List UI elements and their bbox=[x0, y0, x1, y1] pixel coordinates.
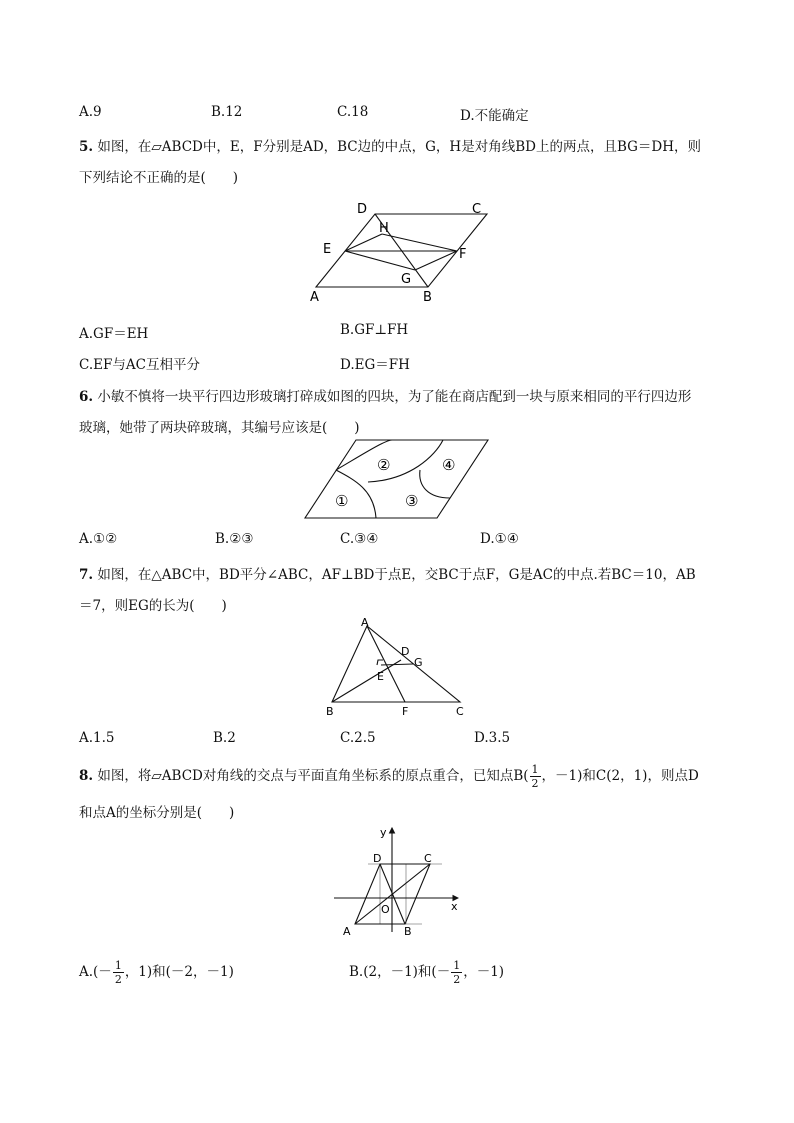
q8-option-a-part2: ，1)和(－2，－1) bbox=[124, 964, 234, 980]
q8-label-d: D bbox=[373, 852, 382, 865]
q6-option-a: A.①② bbox=[79, 531, 118, 547]
q6-broken-glass-figure bbox=[300, 436, 494, 522]
q7-option-d: D.3.5 bbox=[474, 730, 511, 746]
q7-label-d: D bbox=[401, 645, 410, 658]
q8-text-line1b: ，－1)和C(2，1)，则点D bbox=[541, 768, 699, 784]
q8-number: 8. bbox=[79, 768, 94, 784]
q4-option-a: A.9 bbox=[79, 104, 102, 120]
q8-text-line1a: 如图，将▱ABCD对角线的交点与平面直角坐标系的原点重合，已知点B( bbox=[97, 768, 529, 784]
q8-label-b: B bbox=[404, 925, 412, 938]
q5-option-b: B.GF⊥FH bbox=[340, 322, 409, 338]
q5-label-b: B bbox=[423, 290, 432, 305]
q8-option-b-part1: B.(2，－1)和(－ bbox=[349, 964, 451, 980]
q5-stem-line2: 下列结论不正确的是( ) bbox=[79, 170, 239, 186]
q8-frac-numerator: 1 bbox=[531, 763, 539, 776]
q6-text-line1: 小敏不慎将一块平行四边形玻璃打碎成如图的四块，为了能在商店配到一块与原来相同的平行四边形 bbox=[97, 389, 692, 405]
q6-piece-1: ① bbox=[335, 492, 349, 510]
q8-option-a-part1: A.(－ bbox=[79, 964, 112, 980]
q5-label-f: F bbox=[459, 247, 467, 262]
q4-option-d: D.不能确定 bbox=[460, 108, 529, 124]
q7-label-g: G bbox=[414, 656, 423, 669]
q8-frac-denominator: 2 bbox=[531, 777, 539, 790]
q5-option-c: C.EF与AC互相平分 bbox=[79, 357, 200, 373]
q6-stem-line2: 玻璃，她带了两块碎玻璃，其编号应该是( ) bbox=[79, 420, 360, 436]
q5-option-a: A.GF＝EH bbox=[79, 326, 149, 342]
q6-option-c: C.③④ bbox=[340, 531, 379, 547]
q8-label-o: O bbox=[381, 903, 390, 916]
q8-option-b-fraction bbox=[451, 960, 462, 985]
q8-option-a bbox=[79, 960, 234, 985]
q6-stem-line1 bbox=[79, 385, 691, 405]
q7-stem-line2: ＝7，则EG的长为( ) bbox=[79, 598, 227, 614]
q7-label-f: F bbox=[402, 705, 409, 718]
q6-number: 6. bbox=[79, 389, 94, 405]
q8-option-b bbox=[349, 960, 504, 985]
q5-option-d: D.EG＝FH bbox=[340, 357, 410, 373]
q5-number: 5. bbox=[79, 139, 94, 155]
q7-option-c: C.2.5 bbox=[340, 730, 376, 746]
q5-label-h: H bbox=[379, 221, 389, 236]
q4-option-b: B.12 bbox=[211, 104, 243, 120]
q6-piece-3: ③ bbox=[405, 492, 419, 510]
q6-piece-4: ④ bbox=[442, 456, 456, 474]
q5-label-c: C bbox=[472, 202, 482, 217]
q7-label-a: A bbox=[361, 616, 369, 629]
q8-coordinate-figure bbox=[328, 822, 464, 940]
q8-stem-line2: 和点A的坐标分别是( ) bbox=[79, 805, 235, 821]
q5-label-a: A bbox=[310, 290, 319, 305]
q8-option-a-frac-num: 1 bbox=[114, 959, 122, 972]
q8-stem-line1 bbox=[79, 764, 699, 789]
q7-option-a: A.1.5 bbox=[79, 730, 115, 746]
q7-triangle-figure bbox=[320, 614, 476, 720]
q8-label-y: y bbox=[380, 826, 387, 839]
q8-option-b-part2: ，－1) bbox=[463, 964, 505, 980]
q8-label-a: A bbox=[343, 925, 351, 938]
q5-parallelogram-figure bbox=[300, 196, 500, 308]
q5-text-line1: 如图，在▱ABCD中，E，F分别是AD，BC边的中点，G，H是对角线BD上的两点，且BG＝DH，则 bbox=[97, 139, 701, 155]
q7-number: 7. bbox=[79, 567, 94, 583]
q7-stem-line1 bbox=[79, 563, 696, 583]
q7-label-b: B bbox=[326, 705, 334, 718]
q5-label-g: G bbox=[401, 272, 412, 287]
q5-stem-line1 bbox=[79, 135, 701, 155]
q5-label-e: E bbox=[323, 242, 332, 257]
q7-label-c: C bbox=[456, 705, 464, 718]
q8-option-b-frac-num: 1 bbox=[453, 959, 461, 972]
q6-option-b: B.②③ bbox=[215, 531, 254, 547]
q8-option-b-frac-den: 2 bbox=[453, 973, 461, 986]
q8-option-a-fraction bbox=[113, 960, 124, 985]
q7-option-b: B.2 bbox=[213, 730, 236, 746]
q8-fraction-half bbox=[530, 764, 541, 789]
q5-label-d: D bbox=[357, 202, 368, 217]
q6-option-d: D.①④ bbox=[480, 531, 519, 547]
q7-text-line1: 如图，在△ABC中，BD平分∠ABC，AF⊥BD于点E，交BC于点F，G是AC的中点.若BC＝10，AB bbox=[97, 567, 696, 583]
q8-label-x: x bbox=[451, 900, 458, 913]
q8-label-c: C bbox=[424, 852, 432, 865]
q6-piece-2: ② bbox=[377, 456, 391, 474]
q8-option-a-frac-den: 2 bbox=[114, 973, 122, 986]
q4-option-c: C.18 bbox=[337, 104, 369, 120]
q7-label-e: E bbox=[377, 670, 384, 683]
